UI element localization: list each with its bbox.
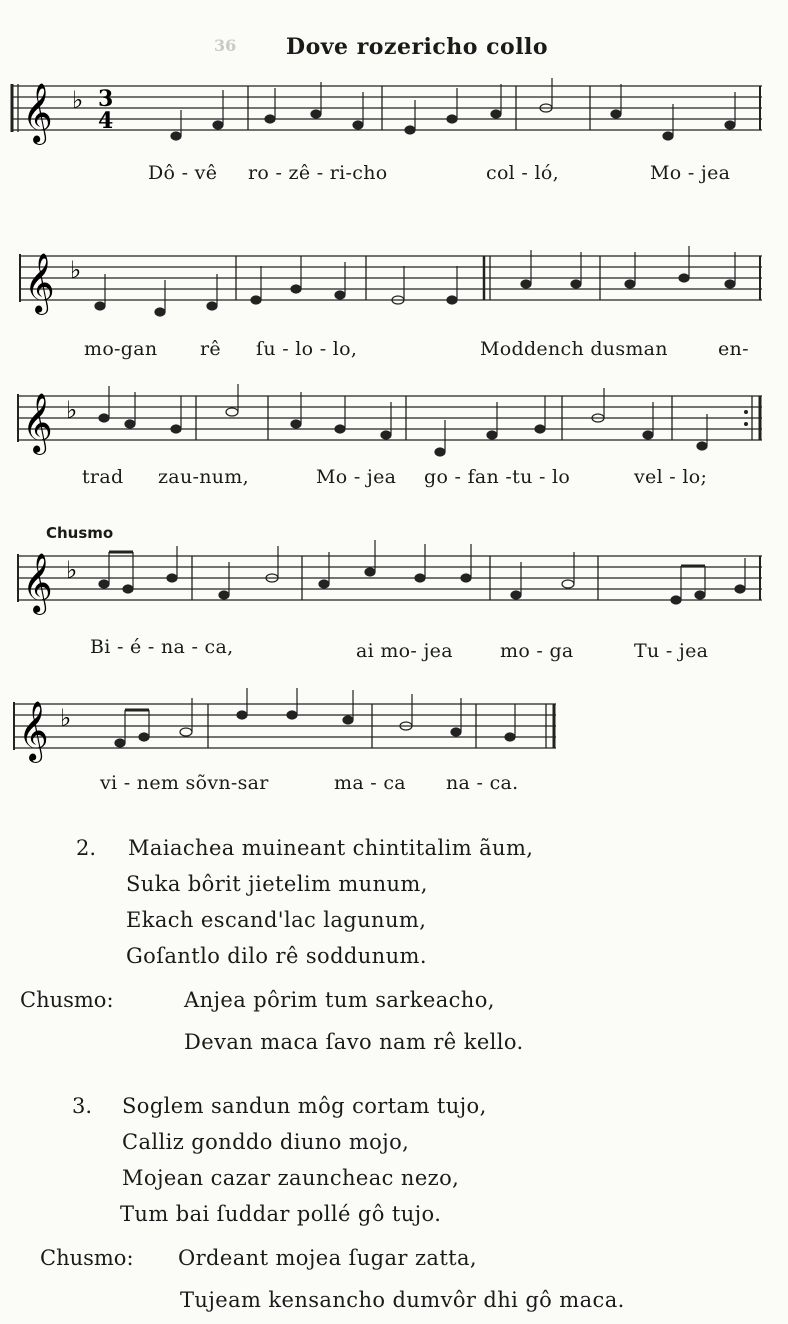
- chorus-2-line-2: Tujeam kensancho dumvôr dhi gô maca.: [180, 1288, 625, 1312]
- music-system-2: [0, 240, 788, 370]
- staff-1: [0, 70, 788, 170]
- lyric-4-4: Tu - jea: [634, 640, 709, 662]
- lyric-2-1: mo-gan: [84, 338, 158, 360]
- lyric-4-3: mo - ga: [500, 640, 574, 662]
- lyric-1-4: Mo - jea: [650, 162, 731, 184]
- svg-text:♭: ♭: [66, 396, 78, 424]
- verse-2-line-3: Ekach escand'lac lagunum,: [126, 908, 427, 932]
- staff-2: [0, 240, 788, 340]
- verse-2-line-1: Maiachea muineant chintitalim ãum,: [128, 836, 534, 860]
- music-system-3: [0, 380, 788, 510]
- treble-clef-icon: 𝄞: [22, 393, 53, 453]
- verse-3-line-3: Mojean cazar zauncheac nezo,: [122, 1166, 460, 1190]
- staff-3: [0, 380, 788, 480]
- lyric-2-4: Moddench dusman: [480, 338, 668, 360]
- verse-3-line-1: Soglem sandun môg cortam tujo,: [122, 1094, 487, 1118]
- svg-text:♭: ♭: [60, 704, 72, 732]
- chorus-label-verse-3: Chusmo:: [40, 1246, 134, 1270]
- time-signature-bottom: 4: [98, 108, 114, 134]
- svg-text:♭: ♭: [66, 556, 78, 584]
- chorus-1-line-1: Anjea pôrim tum sarkeacho,: [184, 988, 495, 1012]
- svg-text:♭: ♭: [70, 256, 82, 284]
- music-system-5: [0, 688, 788, 808]
- treble-clef-icon: 𝄞: [24, 253, 55, 313]
- treble-clef-icon: 𝄞: [18, 701, 49, 761]
- chorus-2-line-1: Ordeant mojea ſugar zatta,: [178, 1246, 478, 1270]
- lyric-2-3: ſu - lo - lo,: [256, 338, 358, 360]
- lyric-5-3: na - ca.: [446, 772, 519, 794]
- treble-clef-icon: 𝄞: [22, 553, 53, 613]
- time-signature-top: 3: [98, 86, 114, 112]
- song-title: Dove rozericho collo: [286, 34, 549, 60]
- verse-3-line-4: Tum bai ſuddar pollé gô tujo.: [120, 1202, 442, 1226]
- chorus-label: Chusmo: [46, 524, 114, 542]
- music-system-4: [0, 540, 788, 670]
- staff-4: [0, 540, 788, 640]
- verse-number-2: 2.: [76, 836, 97, 860]
- lyric-5-2: ma - ca: [334, 772, 406, 794]
- chorus-label-verse-2: Chusmo:: [20, 988, 114, 1012]
- lyric-2-5: en-: [718, 338, 749, 360]
- verse-2-line-2: Suka bôrit jietelim munum,: [126, 872, 428, 896]
- lyric-3-2: zau-num,: [158, 466, 249, 488]
- lyric-4-2: ai mo- jea: [356, 640, 453, 662]
- lyric-5-1: vi - nem sõvn-sar: [100, 772, 269, 794]
- lyric-3-5: vel - lo;: [634, 466, 708, 488]
- verse-number-3: 3.: [72, 1094, 93, 1118]
- lyric-1-3: col - ló,: [486, 162, 559, 184]
- lyric-3-1: trad: [82, 466, 124, 488]
- lyric-1-1: Dô - vê: [148, 162, 218, 184]
- lyric-1-2: ro - zê - ri-cho: [248, 162, 388, 184]
- svg-text:♭: ♭: [72, 86, 84, 114]
- chorus-1-line-2: Devan maca ſavo nam rê kello.: [184, 1030, 524, 1054]
- verse-2-line-4: Goſantlo dilo rê soddunum.: [126, 944, 427, 968]
- page-number: 36: [214, 36, 237, 55]
- verse-3-line-2: Calliz gonddo diuno mojo,: [122, 1130, 410, 1154]
- lyric-3-3: Mo - jea: [316, 466, 397, 488]
- lyric-3-4: go - fan -tu - lo: [424, 466, 571, 488]
- lyric-4-1: Bi - é - na - ca,: [90, 636, 234, 658]
- treble-clef-icon: 𝄞: [22, 83, 53, 143]
- music-system-1: [0, 70, 788, 200]
- lyric-2-2: rê: [200, 338, 221, 360]
